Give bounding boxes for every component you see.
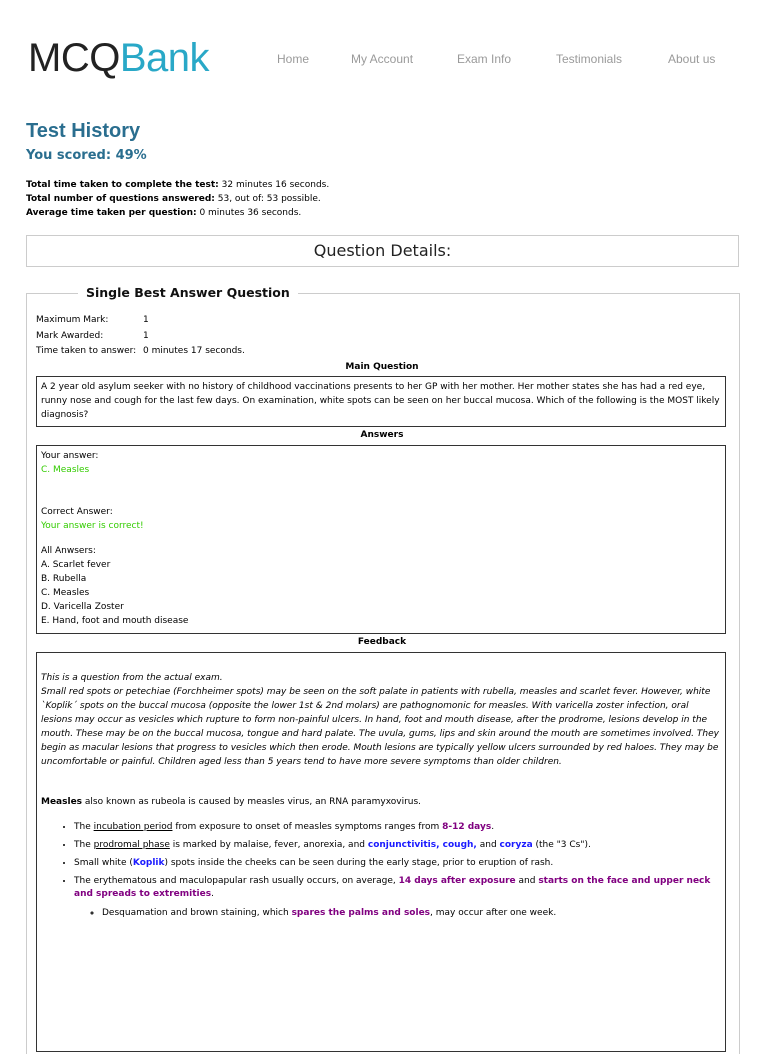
stat-total-questions: Total number of questions answered: 53, out of: 53 possible. (26, 194, 321, 204)
fact-rash: • The erythematous and maculopapular rash usually occurs, on average, 14 days after exposure and starts on the face and upper neck and spreads to extremities. ◦ Desquamation and brown staining, which spares the palms and soles, may occur after one week. (74, 875, 721, 920)
nav-exam-info[interactable]: Exam Info (457, 52, 512, 66)
fact-koplik: • Small white (Koplik) spots inside the cheeks can be seen during the early stage, prior to eruption of rash. (74, 857, 721, 870)
main-question-text: A 2 year old asylum seeker with no history of childhood vaccinations presents to her GP with her mother. Her mother states she has had a red eye, runny nose and cough for the last few days. On examination, white spots can be seen on her buccal mucosa. Which of the following is the MOST likely diagnosis? (41, 382, 720, 420)
feedback-paragraph: Small red spots or petechiae (Forchheimer spots) may be seen on the soft palate in patients with rubella, measles and scarlet fever. However, white `Koplik´ spots on the buccal mucosa (opposite the lower 1st & 2nd molars) are pathognomonic for measles. With varicella zoster infection, oral lesions may occur as vesicles which rupture to form non-painful ulcers. In hand, foot and mouth disease, after the prodrome, lesions develop in the mouth. These may be on the buccal mucosa, tongue and hard palate. The uvula, gums, lips and skin around the mouth are sometimes involved. They begin as macular lesions that progress to vesicles which then erode. Mouth lesions are typically yellow ulcers surrounded by red haloes. They may be uncomfortable or painful. Children aged less than 5 years tend to have more severe symptoms than older children. (41, 687, 719, 767)
fact-prodromal: • The prodromal phase is marked by malaise, fever, anorexia, and conjunctivitis, cough, and coryza (the "3 Cs"). (74, 839, 721, 852)
your-answer-value: C. Measles (41, 465, 90, 475)
all-answers-label: All Anwsers: (41, 546, 96, 556)
test-stats (26, 178, 329, 220)
answer-option-d: D. Varicella Zoster (41, 602, 124, 612)
question-type-legend: Single Best Answer Question (78, 285, 298, 300)
answers-box (36, 445, 726, 634)
rash-sublist (74, 907, 721, 920)
question-meta (36, 313, 245, 360)
nav-home[interactable]: Home (277, 52, 310, 66)
feedback-intro: This is a question from the actual exam. (41, 673, 223, 683)
stat-average-time: Average time taken per question: 0 minutes 36 seconds. (26, 208, 302, 218)
answer-option-b: B. Rubella (41, 574, 87, 584)
meta-time-taken: Time taken to answer: 0 minutes 17 seconds. (36, 346, 245, 356)
question-details-header: Question Details: (26, 235, 739, 267)
meta-mark-awarded: Mark Awarded: 1 (36, 330, 149, 341)
nav-testimonials[interactable]: Testimonials (556, 52, 623, 66)
main-nav (0, 52, 768, 68)
answers-title: Answers (360, 430, 404, 440)
score-text: You scored: 49% (26, 148, 147, 163)
correct-answer-message: Your answer is correct! (41, 521, 144, 531)
measles-facts-list (41, 821, 721, 920)
answer-option-a: A. Scarlet fever (41, 560, 111, 570)
feedback-title: Feedback (357, 637, 407, 647)
correct-answer-label: Correct Answer: (41, 507, 113, 517)
fact-incubation: • The incubation period from exposure to onset of measles symptoms ranges from 8-12 days. (74, 821, 721, 834)
nav-my-account[interactable]: My Account (351, 52, 414, 66)
main-question-title: Main Question (345, 362, 419, 372)
page-title: Test History (26, 120, 141, 142)
measles-summary: Measles also known as rubeola is caused by measles virus, an RNA paramyxovirus. (41, 797, 422, 807)
logo-bank: Bank (119, 36, 209, 80)
logo-mcq: MCQ (28, 36, 120, 80)
feedback-box (36, 652, 726, 1052)
your-answer-label: Your answer: (41, 451, 99, 461)
main-question-box (36, 376, 726, 427)
nav-about-us[interactable]: About us (668, 52, 716, 66)
answer-option-e: E. Hand, foot and mouth disease (41, 616, 189, 626)
fact-desquamation: ◦ Desquamation and brown staining, which spares the palms and soles, may occur after one week. (102, 907, 721, 920)
meta-max-mark: Maximum Mark: 1 (36, 315, 149, 325)
stat-total-time: Total time taken to complete the test: 32 minutes 16 seconds. (26, 180, 330, 190)
answer-option-c: C. Measles (41, 588, 90, 598)
